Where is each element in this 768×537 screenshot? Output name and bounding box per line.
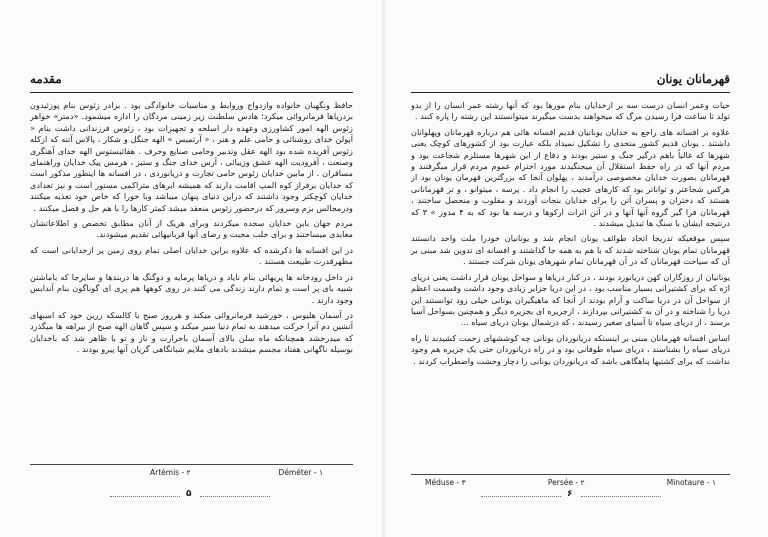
footnote: Minotaure - ۱ [666,478,716,487]
page-number-ornament [481,496,561,497]
header-rule [411,92,730,93]
page-number-ornament [581,496,661,497]
paragraph: در این افسانه ها ذکرشده که علاوه براین خدایان اصلی تمام روی زمین پر ازخدایانی است که مظهرقدرت طبیعت هستند . [30,244,353,267]
paragraph: حیات وعمر انسان درست سه بر ازخدایان بنام مورها بود که آنها رشته عمر انسان را از بدو تولد تا ساعت فرا رسیدن مرگ که میخواهند بدست میگیرند میتوانستند این رشته را پاره کنند . [411,100,730,122]
footnote: Méduse - ۳ [425,478,466,487]
page-header: قهرمانان یونان [656,72,730,86]
paragraph: اساس افسانه قهرمانان مبنی بر اینستکه دریانوردان یونانی چه کوششهای زحمت کشیدند تا راه دریای سیاه را بشناسند ، دریای سیاه طوفانی بود و در راه دریانوردان حتی یک جزیره هم وجود نداشت که برای کشتیها پناهگاهی باشد که دریانوردان یونانی را دچار وحشت واضطراب کردند . [411,332,730,366]
page-number: ۵ [186,489,192,499]
footnotes [150,468,323,477]
right-page [384,0,768,537]
paragraph: مردم جهان باین خدایان سجده میکردند وبرای هریک از آنان مطابق تخصص و اطلاعاتشان معابدی میساختند و برای جلب محبت و رضای آنها قربانیهائی تقدیم میشودند. [30,218,353,240]
paragraph: حافظ ونگهبان خانواده وازدواج وروابط و مناسبات خانوادگی بود . برادر زئوس بنام پوزئیدون بردریاها فرمانروائی میکرد؛ هادس سلطنت زیر زمینی مردگان را اداره میشمود. «دمتر» خواهر زئوس الهه امور کشاورزی وعهده دار اسلحه و تجهیزات بود ، زئوس فرزندانی داشت بنام « آپولن خدای روشنائی و حامی علم و هنر ، « آرتمیس » الهه جنگل و شکار ، پالاس آتنه که ازکله زئوس آفریده شده بود الهه عقل وتدبیر وحامی صنایع وحرف . هفائیستوس الهه خدای آهنگری وصنعت ، آفرودیت الهه عشق وزیبائی ، آرس خدای جنگ و ستیز ، هرمس پیک خدایان وراهنمای مسافران . از مابین خدایان زئوس حامی تجارت و دریانوردی ، در افسانه ها اینطور مذکور است که خدایان برفراز کوه المپ اقامت دارند که همیشه ابرهای متراکمی مستور است و نیز تعدادی خدایان کوچکتر وجود داشتند که دراین دنیای پنهان میباشد وبا خورا که خاص خود تغذیه میکنند ودرمجالس بزم وسرور که درحضور زئوس منعقد میشد کمتر کارها را با هم حل و فصل میکنند . [30,100,353,213]
page-body [411,100,730,460]
page-number-ornament [110,496,180,497]
footnote: Déméter - ۱ [278,468,323,477]
page-number-ornament [200,496,270,497]
paragraph: سپس موقعیکه تدریجا اتحاد طوائف یونان انجام شد و یونانیان خودرا ملت واحد دانستند قهرمانان تمام یونان شناخته شدند که با هم به همه جا گذاشتند و افسانه ای تدوین شد مبنی بر آن که سیاحت قهرمانان که در آن قهرمانان تمام شهرهای یونان شرکت جستند . [411,233,730,267]
paragraph: در داخل رودخانه ها پریهائی بنام نایاد و دریاها پرمایه و دوگنگ ها دربندها و سایرجا که باماشتن شبیه بای پر است و تمام دارند زندگی می کنند در روی کوهها هم پری ای گوناگون بنام آندایس وجود دارند . [30,271,353,305]
paragraph: یونانیان از روزگاران کهن دریانورد بودند ، در کنار دریاها و سواحل یونان قرار داشت یعنی دریای اژه که برای کشتیرانی بسیار مناسب بود ، در این دریا جزایر زیادی وجود داشت وقسمت اعظم از سواحل آن در دریا ساکت و آرام بودند از آنجا که ماهیگیران یونانی خیلی زود توانستند این دریا را شناخته و در آن به کشتیرانی بپردازند ، ازجزیره ای بجزیره دیگر و همچنین بسواحل آسیا برسند ، از دریای سیاه تا آسیای صغیر رسیدند ، که درشمال یونان دریای سیاه ... [411,271,730,328]
page-header: مقدمه [30,72,62,86]
header-rule [30,92,353,93]
footnotes [425,478,716,487]
footnote: Persée - ۲ [547,478,585,487]
page-number: ۶ [567,489,573,499]
paragraph: علاوه بر افسانه های راجع به خدایان یونانیان قدیم افسانه هائی هم درباره قهرمانان وپهلوانان داشتند . یونان قدیم کشور متحدی را تشکیل نمیداد بلکه عبارت بود از کشورهای کوچک یعنی شهرها که غالباً باهم درگیر جنگ و ستیز بودند و دفاع از این شهرها مستلزم شجاعت بود و مردم آنها که در راه حفظ استقلال آن میجنگیدند مورد احترام عموم مردم قرار میگرفتند و قهرمانان بصورت خدایان مخصوصی درآمدند ، پهلوان آنجا که بزرگترین قهرمان یونان بود از هرکس شجاعتر و تواناتر بود که کارهای عجیب را انجام داد . پرسه ، میتوانو ، و تز قهرمانانی هستند که دختران و پسران آتن را برای خدایان بنجات آوردند و مقلوب و منحصل ساختند ، قهرمانان فرا گیر گروه آنها آنها و در آتن اثرات ارکوها و درسه ها بود که به ۴ مدوز » ۳ که درنتیجه ایشان با سنگ ها تبدیل میشدند . [411,126,730,229]
paragraph: در آسمان هلیوس ، خورشید فرمانروائی میکند و هرروز صبح با کالسکه زرین خود که اسبهای آتشین دم آنرا حرکت میدهند به تمام دنیا سیر میکند و سپس گاهان الهه صبح از بیراهه ها میگذرد که میدرخشد همچنانکه ماه سلن بالای آسمان باحرارت و ناز و تو با ظاهر شد که باخدایان بوسیله ناگهانی هفتاد مجسم میشدند بادهای ملایم شبانگاهی گریان آنها پیرو بودند . [30,309,353,355]
footnote: Artémis - ۲ [150,468,191,477]
page-body [30,100,353,448]
footnote-rule [411,474,730,475]
footnote-rule [30,464,353,465]
